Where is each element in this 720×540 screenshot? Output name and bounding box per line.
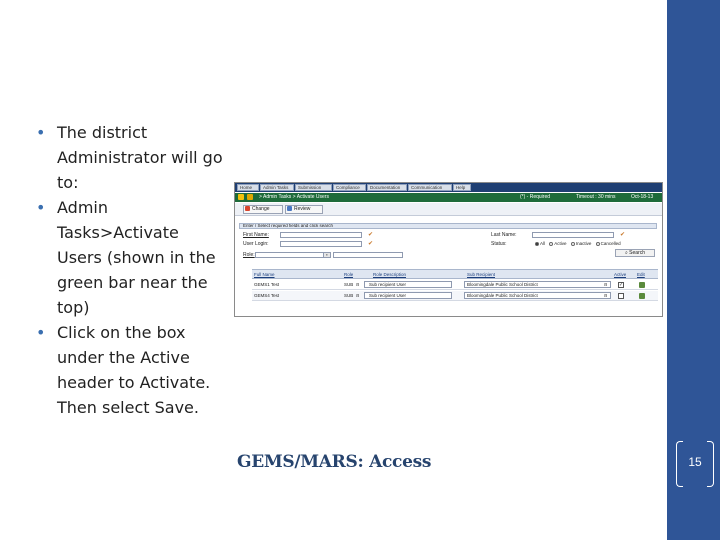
review-icon — [287, 206, 292, 211]
status-option-label: Inactive — [575, 241, 592, 246]
role-cell: SUB — [344, 282, 354, 287]
first-name-label: First Name: — [243, 232, 269, 238]
bullet-item: • Admin Tasks>Activate Users (shown in the green bar near the top) — [36, 195, 226, 320]
status-option-label: All — [540, 241, 546, 246]
role-cell: SUB — [344, 293, 354, 298]
bullet-item: • The district Administrator will go to: — [36, 120, 226, 195]
tab-communication[interactable]: Communication — [408, 184, 452, 191]
instructions-bar: Enter / Select required fields and click search — [239, 223, 657, 229]
date-text: Oct-18-13 — [631, 194, 654, 200]
breadcrumb: > Admin Tasks > Activate Users — [259, 194, 329, 200]
role-lookup-button[interactable]: ▪ — [323, 252, 331, 258]
bullet-list — [36, 120, 226, 420]
user-login-label: User Login: — [243, 241, 269, 247]
slide-caption: GEMS/MARS: Access — [237, 452, 432, 472]
last-name-label: Last Name: — [491, 232, 517, 238]
required-check-icon: ✔ — [368, 241, 374, 247]
status-option-label: Cancelled — [600, 241, 621, 246]
change-button[interactable] — [243, 205, 283, 214]
tab-home[interactable]: Home — [237, 184, 259, 191]
col-active[interactable]: Active — [614, 272, 627, 277]
col-edit[interactable]: Edit — [637, 272, 645, 277]
col-role-description[interactable]: Role Description — [373, 272, 407, 277]
review-button[interactable] — [285, 205, 323, 214]
col-full-name[interactable]: Full Name — [254, 272, 275, 277]
page-number: 15 — [688, 455, 702, 469]
expand-icon[interactable]: ⊟ — [356, 293, 360, 298]
status-radio-group — [532, 241, 621, 247]
status-radio-active[interactable] — [549, 242, 553, 246]
review-label: Review — [294, 206, 311, 212]
search-label: Search — [629, 250, 646, 256]
tab-documentation[interactable]: Documentation — [367, 184, 407, 191]
status-radio-inactive[interactable] — [571, 242, 575, 246]
status-radio-cancelled[interactable] — [596, 242, 600, 246]
status-label: Status: — [491, 241, 507, 247]
col-role[interactable]: Role — [344, 272, 354, 277]
tab-admin-tasks[interactable]: Admin Tasks — [260, 184, 294, 191]
tab-submission[interactable]: Submission — [295, 184, 332, 191]
table-row — [252, 280, 658, 290]
role-label: Role: — [243, 252, 255, 258]
home-icon[interactable] — [238, 194, 244, 200]
first-name-input[interactable] — [280, 232, 362, 238]
change-label: Change — [252, 206, 270, 212]
user-login-input[interactable] — [280, 241, 362, 247]
app-screenshot — [234, 182, 663, 317]
col-sub-recipient[interactable]: Sub Recipient — [467, 272, 496, 277]
required-check-icon: ✔ — [368, 232, 374, 238]
required-note: (*) - Required — [520, 194, 551, 200]
top-nav — [235, 183, 662, 192]
tab-help[interactable]: Help — [453, 184, 471, 191]
change-icon — [245, 206, 250, 211]
expand-icon[interactable]: ⊟ — [604, 293, 608, 298]
full-name-cell: GEMS4 Test — [254, 293, 280, 298]
search-icon: ⌕ — [624, 250, 630, 256]
timeout-text: Timeout : 30 mins — [576, 194, 616, 200]
search-button[interactable] — [615, 249, 655, 257]
status-option-label: Active — [554, 241, 567, 246]
edit-icon[interactable] — [639, 293, 645, 299]
table-header — [252, 269, 658, 279]
last-name-input[interactable] — [532, 232, 614, 238]
active-checkbox[interactable]: ✓ — [619, 282, 624, 288]
role-description-cell: Sub recipient User — [369, 282, 407, 287]
folder-icon[interactable] — [247, 194, 253, 200]
role-description-input[interactable] — [333, 252, 403, 258]
edit-icon[interactable] — [639, 282, 645, 288]
expand-icon[interactable]: ⊟ — [356, 282, 360, 287]
sub-recipient-cell: Bloomingdale Public School District — [467, 293, 538, 298]
toolbar — [235, 203, 662, 216]
tab-compliance[interactable]: Compliance — [333, 184, 366, 191]
required-check-icon: ✔ — [620, 232, 626, 238]
active-checkbox[interactable] — [618, 293, 624, 299]
role-input[interactable] — [255, 252, 325, 258]
role-description-cell: Sub recipient User — [369, 293, 407, 298]
breadcrumb-bar — [235, 193, 662, 202]
bullet-item: • Click on the box under the Active header to Activate. Then select Save. — [36, 320, 226, 420]
table-row — [252, 291, 658, 301]
sub-recipient-cell: Bloomingdale Public School District — [467, 282, 538, 287]
status-radio-all[interactable] — [535, 242, 539, 246]
full-name-cell: GEMS1 Test — [254, 282, 280, 287]
page-number-badge — [676, 441, 714, 487]
expand-icon[interactable]: ⊟ — [604, 282, 608, 287]
